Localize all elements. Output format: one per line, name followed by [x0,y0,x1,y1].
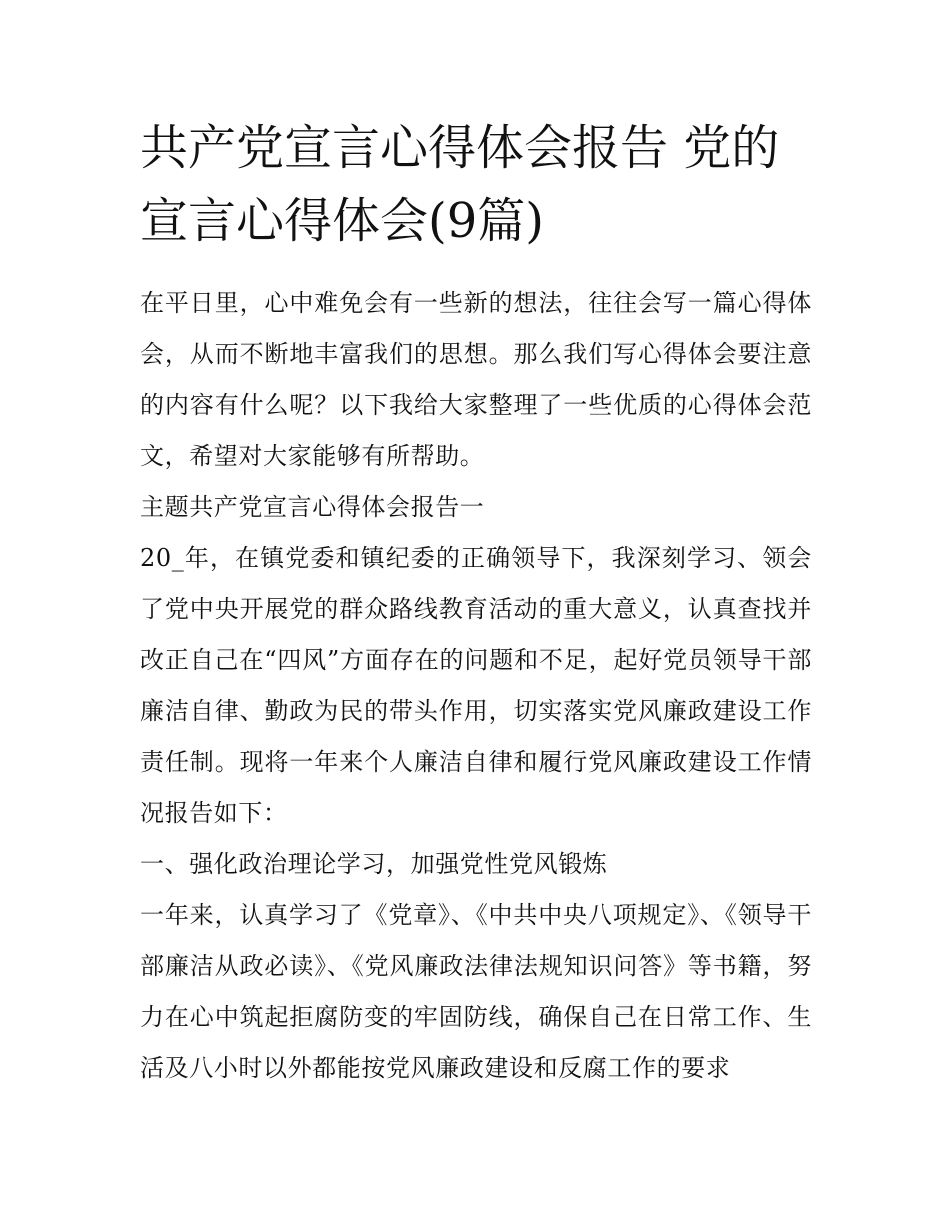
subsection-heading: 一、强化政治理论学习，加强党性党风锻炼 [140,850,608,878]
section-heading: 主题共产党宣言心得体会报告一 [140,493,485,521]
intro-paragraph: 在平日里，心中难免会有一些新的想法，往往会写一篇心得体会，从而不断地丰富我们的思想。那么我们写心得体会要注意的内容有什么呢？以下我给大家整理了一些优质的心得体会范文，希望对大家能够有所帮助。 [140,289,812,470]
document-body [140,278,812,1094]
report-paragraph: 20_年，在镇党委和镇纪委的正确领导下，我深刻学习、领会了党中央开展党的群众路线教育活动的重大意义，认真查找并改正自己在“四风”方面存在的问题和不足，起好党员领导干部廉洁自律、勤政为民的带头作用，切实落实党风廉政建设工作责任制。现将一年来个人廉洁自律和履行党风廉政建设工作情况报告如下： [140,544,812,827]
document-title: 共产党宣言心得体会报告 党的宣言心得体会(9篇) [140,120,780,249]
study-paragraph: 一年来，认真学习了《党章》、《中共中央八项规定》、《领导干部廉洁从政必读》、《党风廉政法律法规知识问答》等书籍，努力在心中筑起拒腐防变的牢固防线，确保自己在日常工作、生活及八小时以外都能按党风廉政建设和反腐工作的要求 [140,901,812,1082]
